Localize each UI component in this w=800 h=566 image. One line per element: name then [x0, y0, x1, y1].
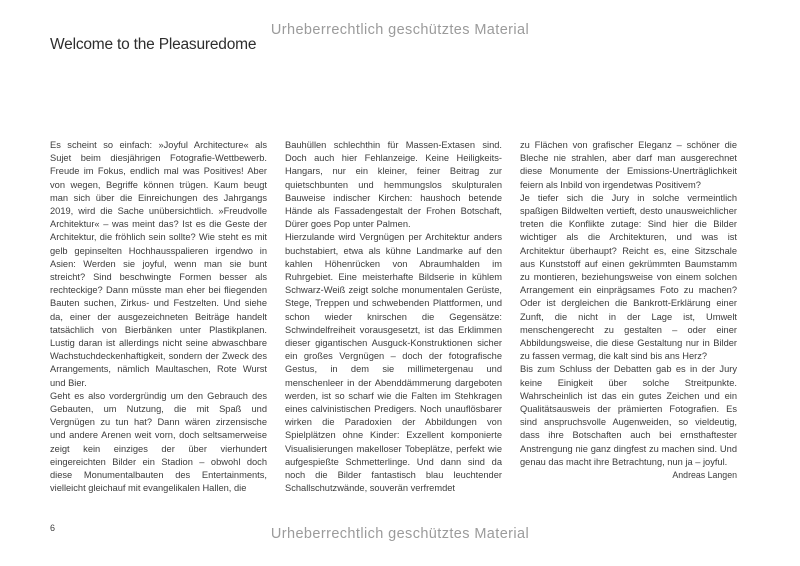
paragraph: Hierzulande wird Vergnügen per Architektur anders buchstabiert, etwa als kühne Landmarke auf den kahlen Höhenrücken von Abraumhalden im Ruhrgebiet. Eine meisterhafte Bildserie in kühlem Schwarz-Weiß zeigt solche monumentalen Gerüste, Stege, Treppen und schwebenden Plattformen, und schon wieder knirschen die Gegensätze: Schwindelfreiheit vorausgesetzt, ist das Erklimmen dieser gigantischen Ausguck-Konstruktionen sicher ein großes Vergnügen – doch der fotografische Gestus, in dem sie millimetergenau und menschenleer in der Abenddämmerung dargeboten werden, ist so scharf wie die Falten im Stehkragen eines calvinistischen Predigers. Noch unauflösbarer wirken die Paradoxien der Abbildungen von Spielplätzen ohne Kinder: Exzellent komponierte Visualisierungen makelloser Tobeplätze, perfekt wie aufgespießte Schmetterlinge. Und dann sind da noch die Bilder fantastisch blau leuchtender Schallschutzwände, souverän verfremdet	[285, 232, 502, 494]
paragraph: Bis zum Schluss der Debatten gab es in der Jury keine Einigkeit über solche Streitpunkte. Wahrscheinlich ist das ein gutes Zeichen und ein Qualitätsausweis der prämierten Fotografien. Es sind anspruchsvolle Augenweiden, so vieldeutig, dass ihre Botschaften auch bei ernsthaftester Anstrengung nie ganz dingfest zu machen sind. Und genau das macht ihre Betrachtung, nun ja – joyful.	[520, 364, 737, 467]
paragraph: Je tiefer sich die Jury in solche vermeintlich spaßigen Bildwelten vertieft, desto unausweichlicher treten die Konflikte zutage: Sind hier die Bilder wichtiger als die Architekturen, und was ist Architektur überhaupt? Reicht es, eine Sitzschale aus Kunststoff auf einen gekrümmten Baumstamm zu montieren, beziehungsweise von einem solchen Arrangement ein einprägsames Foto zu machen? Oder ist dergleichen die Bankrott-Erklärung einer Zunft, die nicht in der Lage ist, Umwelt menschengerecht zu gestalten – oder einer Abbildungsweise, die diese Gestaltung nur in Bilder zu fassen vermag, die kalt sind bis ans Herz?	[520, 192, 737, 362]
text-columns	[50, 139, 738, 495]
paragraph: Es scheint so einfach: »Joyful Architecture« als Sujet beim diesjährigen Fotografie-Wettbewerb. Freude im Fokus, endlich mal was Positives! Aber von wegen, Begriffe können trügen. Kaum beugt man sich über die Einreichungen des Jahrgangs 2019, wird die Sache unübersichtlich. »Freudvolle Architektur« – was meint das? Ist es die Geste der Architektur, die fröhlich sein sollte? Wie steht es mit gelb gepinselten Hochhausspalieren irgendwo in Asien: Werden sie joyful, wenn man sie bunt streicht? Sind beschwingte Formen besser als rechteckige? Dann müsste man eher bei fliegenden Bauten suchen, Zirkus- und Festzelten. Und siehe da, einer der ausgezeichneten Beiträge handelt tatsächlich von Bierbänken unter Plastikplanen. Lustig daran ist allerdings nicht seine abwaschbare Wachstuchdeckenhaftigkeit, sondern der Zweck des Arrangements, nämlich Maultaschen, Rote Wurst und Bier.	[50, 140, 267, 388]
page-number: 6	[50, 523, 56, 533]
paragraph: Geht es also vordergründig um den Gebrauch des Gebauten, um Nutzung, die mit Spaß und Vergnügen zu tun hat? Dann wären zirzensische und andere Arenen weit vorn, doch seltsamerweise zeigt kein einziges der über vierhundert eingereichten Bilder ein Stadion – obwohl doch diese Monumentalbauten des Entertainments, vielleicht gleichauf mit evangelikalen Hallen, die	[50, 390, 267, 494]
text-column-3	[520, 139, 737, 495]
paragraph: Bauhüllen schlechthin für Massen-Extasen sind. Doch auch hier Fehlanzeige. Keine Heiligkeits-Hangars, nur ein kleiner, feiner Beitrag zur quietschbunten und hemmungslos skulpturalen Bauweise indischer Kirchen: haushoch betende Hände als Fassadengestalt der Frohen Botschaft, Dürer goes Pop unter Palmen.	[285, 140, 502, 230]
author-name: Andreas Langen	[672, 470, 737, 481]
copyright-watermark-bottom: Urheberrechtlich geschütztes Material	[270, 526, 530, 542]
copyright-watermark-top: Urheberrechtlich geschütztes Material	[270, 22, 530, 38]
text-column-1	[50, 139, 267, 495]
text-column-2	[285, 139, 502, 495]
page-title: Welcome to the Pleasuredome	[50, 36, 257, 53]
paragraph: zu Flächen von grafischer Eleganz – schöner die Bleche nie strahlen, aber darf man ausgerechnet diese Monumente der Emissions-Unerträglichkeit feiern als Inbild von irgendetwas Positivem?	[520, 140, 737, 190]
